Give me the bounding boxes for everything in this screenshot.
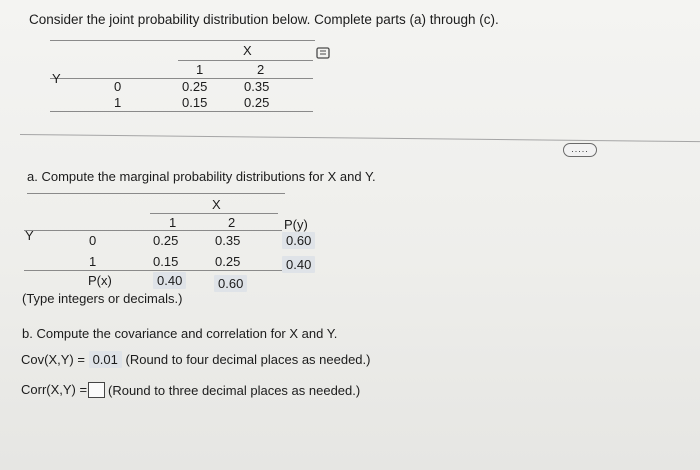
joint-x-label: X [243, 43, 252, 58]
part-a-prompt: a. Compute the marginal probability distributions for X and Y. [27, 169, 376, 184]
py-value-0[interactable] [282, 233, 315, 248]
px-value-1-text: 0.40 [153, 272, 186, 289]
joint-cell-1-0: 0.15 [182, 95, 208, 110]
corr-hint: (Round to three decimal places as needed.) [108, 383, 361, 398]
marginal-x-rule [150, 213, 278, 214]
more-options-button[interactable]: ..... [563, 143, 597, 157]
corr-input[interactable] [88, 382, 105, 398]
marginal-cell-1-1: 0.25 [215, 254, 241, 269]
marginal-cell-0-0: 0.25 [153, 233, 179, 248]
py-value-1[interactable] [282, 257, 315, 272]
cov-answer[interactable]: 0.01 [89, 351, 122, 368]
part-a-top-rule [27, 193, 285, 194]
joint-cell-0-1: 0.35 [244, 79, 270, 94]
joint-cell-1-1: 0.25 [244, 95, 270, 110]
marginal-y-label: Y [25, 228, 34, 243]
marginal-x-label: X [212, 197, 221, 212]
question-prompt: Consider the joint probability distribution below. Complete parts (a) through (c). [29, 12, 499, 27]
py-header: P(y) [284, 217, 308, 232]
marginal-cell-0-1: 0.35 [215, 233, 241, 248]
section-divider [20, 134, 700, 142]
marginal-y-value-0: 0 [89, 233, 97, 248]
px-value-2[interactable] [214, 276, 247, 291]
cov-label: Cov(X,Y) = [21, 352, 85, 367]
joint-cell-0-0: 0.25 [182, 79, 208, 94]
joint-y-value-0: 0 [114, 79, 122, 94]
marginal-header-rule [24, 230, 282, 231]
marginal-px-rule [24, 270, 282, 271]
joint-x-value-1: 1 [196, 62, 204, 77]
px-value-1[interactable] [153, 273, 186, 288]
px-label: P(x) [88, 273, 112, 288]
py-value-1-text: 0.40 [282, 256, 315, 273]
marginal-cell-1-0: 0.15 [153, 254, 179, 269]
part-b-prompt: b. Compute the covariance and correlation for X and Y. [22, 326, 338, 341]
copy-data-icon[interactable] [316, 47, 330, 59]
joint-y-value-1: 1 [114, 95, 122, 110]
joint-x-value-2: 2 [257, 62, 265, 77]
marginal-x-value-2: 2 [228, 215, 236, 230]
marginal-y-value-1: 1 [89, 254, 97, 269]
joint-table-top-rule [50, 40, 315, 41]
correlation-label: Corr(X,Y) = [21, 382, 88, 397]
covariance-row [21, 352, 370, 367]
px-value-2-text: 0.60 [214, 275, 247, 292]
joint-table-bottom-rule [50, 111, 313, 112]
cov-hint: (Round to four decimal places as needed.) [125, 352, 371, 367]
py-value-0-text: 0.60 [282, 232, 315, 249]
joint-y-label: Y [52, 71, 61, 86]
marginal-x-value-1: 1 [169, 215, 177, 230]
joint-x-rule [178, 60, 313, 61]
part-a-note: (Type integers or decimals.) [22, 291, 183, 306]
